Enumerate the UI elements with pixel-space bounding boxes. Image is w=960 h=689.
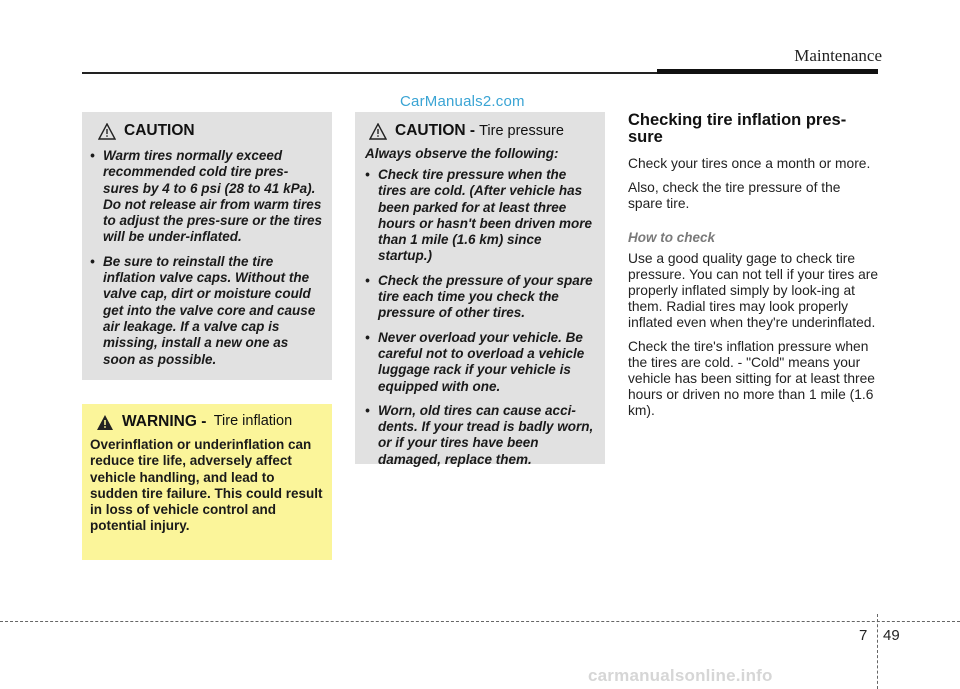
warning-subtitle: Tire inflation [213,413,293,429]
watermark-top: CarManuals2.com [400,93,525,110]
footer-divider [877,614,878,689]
chapter-number: 7 [859,627,868,644]
list-item: • Be sure to reinstall the tire inflation valve caps. Without the valve cap, dirt or moisture could get into the valve core and cause air leakage. If a valve cap is missing, install a new one as soon as possible. [90,254,324,368]
footer-rule [0,621,960,622]
caution-tire-pressure-heading [365,122,597,140]
list-item: • Check the pressure of your spare tire each time you check the pressure of other tires. [365,273,597,322]
watermark-bottom: carmanualsonline.info [588,666,773,685]
warning-triangle-icon [98,123,116,140]
list-item: • Check tire pressure when the tires are cold. (After vehicle has been parked for at least three hours or hasn't been driven more than 1 mile (1.6 km) since startup.) [365,167,597,265]
caution-tire-pressure-title: CAUTION - [395,122,476,139]
paragraph: Use a good quality gage to check tire pressure. You can not tell if your tires are properly inflated simply by look-ing at them. Radial tires may look properly inflated even when they're underinflated. [628,251,879,330]
checking-tire-section [628,112,878,427]
header-rule [82,72,657,74]
header-rule-thick [657,69,878,74]
caution-list [90,148,324,368]
list-item: • Warm tires normally exceed recommended cold tire pres-sures by 4 to 6 psi (28 to 41 kPa). Do not release air from warm tires to adjust the pres-sure or the tires will be under-inflated. [90,148,324,246]
paragraph: Check your tires once a month or more. [628,156,871,171]
list-item: • Worn, old tires can cause acci-dents. If your tread is badly worn, or if your tires have been damaged, replace them. [365,403,597,468]
warning-triangle-icon [369,123,387,140]
page-number: 49 [883,627,900,644]
caution-intro: Always observe the following: [365,146,559,161]
section-heading: Checking tire inflation pres-sure [628,111,847,146]
paragraph: Check the tire's inflation pressure when the tires are cold. - "Cold" means your vehicle has been sitting for at least three hours or driven no more than 1 mile (1.6 km). [628,339,875,418]
list-item: • Never overload your vehicle. Be careful not to overload a vehicle luggage rack if your vehicle is equipped with one. [365,330,597,395]
section-title: Maintenance [794,46,882,65]
warning-box [82,404,332,560]
caution-heading [90,122,324,140]
caution-tire-pressure-list [365,167,597,468]
caution-title: CAUTION [124,122,195,139]
warning-body: Overinflation or underinflation can reduce tire life, adversely affect vehicle handling, and lead to sudden tire failure. This could result in loss of vehicle control and potential injury. [90,437,323,534]
caution-tire-pressure-box [355,112,605,467]
caution-tire-pressure-subtitle: Tire pressure [479,123,564,139]
warning-icon [96,414,114,431]
warning-title-label: WARNING - [122,413,207,430]
warning-title [122,413,324,431]
caution-box [82,112,332,380]
subheading: How to check [628,230,716,245]
paragraph: Also, check the tire pressure of the spare tire. [628,180,841,211]
warning-heading [90,413,324,431]
